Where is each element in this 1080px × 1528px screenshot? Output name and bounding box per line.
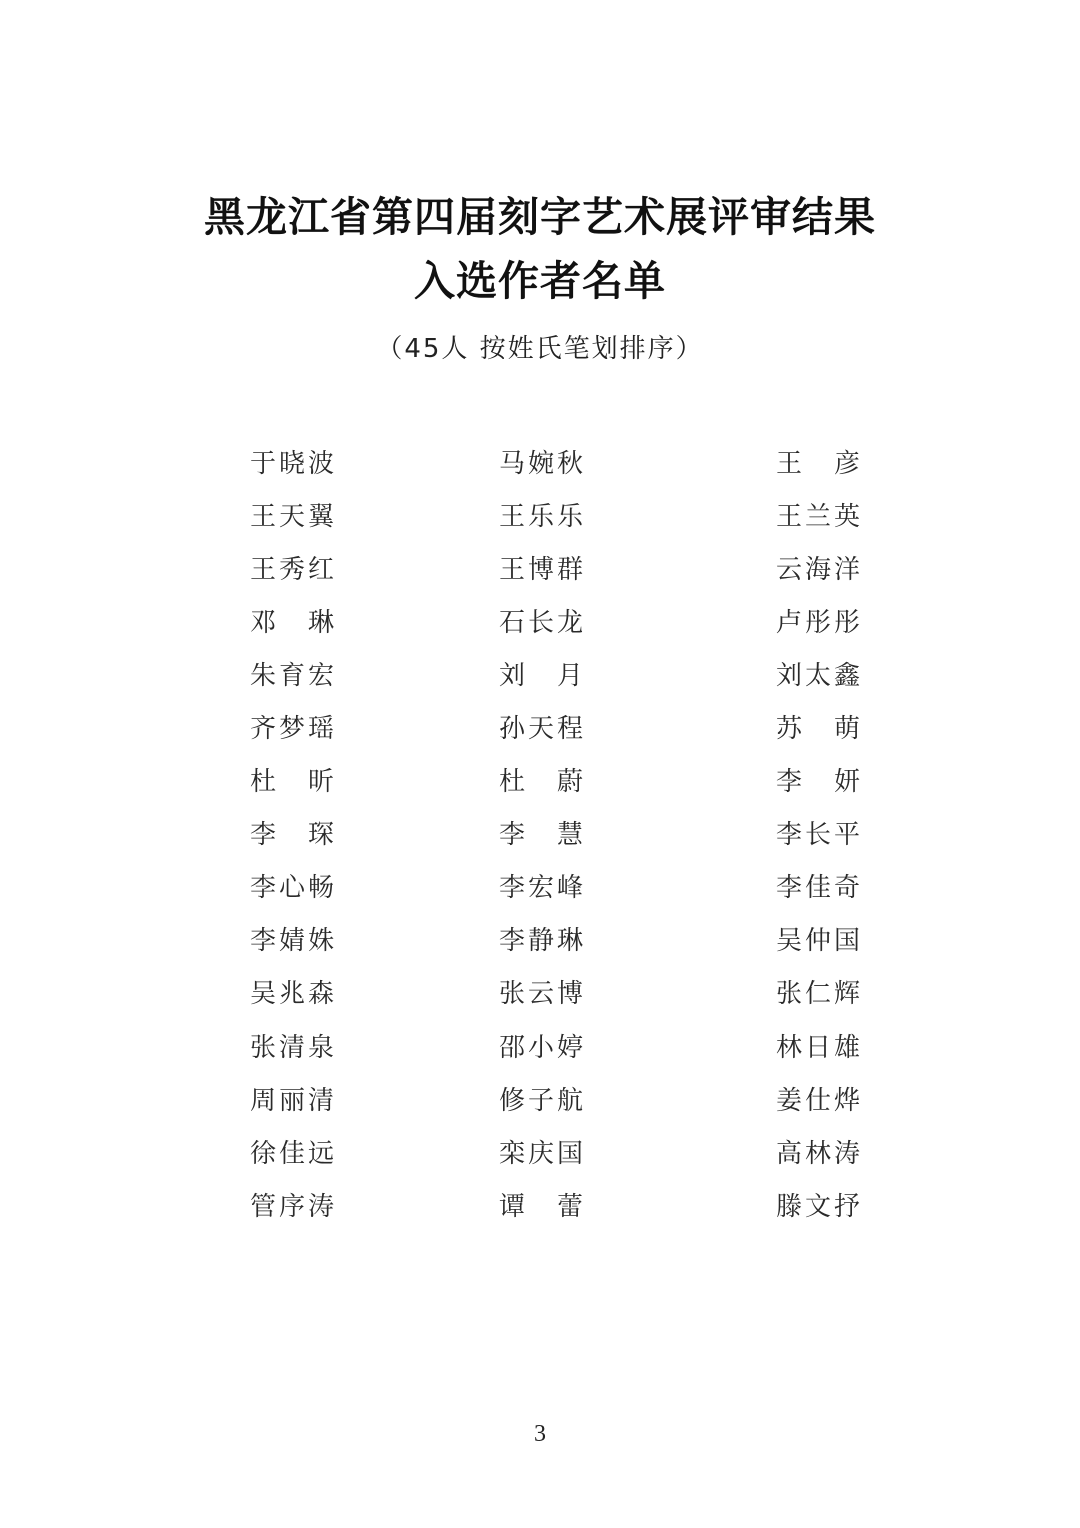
author-name: 杜 昕 xyxy=(250,767,334,798)
author-name: 卢 彤 彤 xyxy=(776,607,860,638)
author-name: 刘 太 鑫 xyxy=(776,660,860,691)
author-name: 修 子 航 xyxy=(499,1085,583,1116)
author-name: 杜 蔚 xyxy=(499,767,583,798)
author-name: 刘 月 xyxy=(499,660,583,691)
author-name: 李 琛 xyxy=(250,820,334,851)
author-name: 李 婧 姝 xyxy=(250,926,334,957)
author-name: 管 序 涛 xyxy=(250,1191,334,1222)
name-row xyxy=(0,596,1080,649)
author-name: 李 佳 奇 xyxy=(776,873,860,904)
name-row xyxy=(0,437,1080,490)
author-name: 李 妍 xyxy=(776,767,860,798)
name-row xyxy=(0,543,1080,596)
author-name: 栾 庆 国 xyxy=(499,1138,583,1169)
author-name: 朱 育 宏 xyxy=(250,660,334,691)
author-name: 王 天 翼 xyxy=(250,501,334,532)
name-row xyxy=(0,1180,1080,1233)
author-name: 李 慧 xyxy=(499,820,583,851)
author-name: 李 心 畅 xyxy=(250,873,334,904)
author-name: 滕 文 抒 xyxy=(776,1191,860,1222)
author-name: 于 晓 波 xyxy=(250,448,334,479)
author-name: 苏 萌 xyxy=(776,713,860,744)
name-row xyxy=(0,968,1080,1021)
author-name: 张 仁 辉 xyxy=(776,979,860,1010)
name-row xyxy=(0,1127,1080,1180)
name-row xyxy=(0,649,1080,702)
author-name: 吴 仲 国 xyxy=(776,926,860,957)
author-name: 徐 佳 远 xyxy=(250,1138,334,1169)
page-number: 3 xyxy=(534,1421,546,1447)
author-name: 谭 蕾 xyxy=(499,1191,583,1222)
author-name: 张 清 泉 xyxy=(250,1032,334,1063)
page-title: 黑龙江省第四届刻字艺术展评审结果 xyxy=(204,193,876,241)
name-row xyxy=(0,809,1080,862)
author-name: 齐 梦 瑶 xyxy=(250,713,334,744)
author-name: 李 长 平 xyxy=(776,820,860,851)
author-name: 周 丽 清 xyxy=(250,1085,334,1116)
author-name: 石 长 龙 xyxy=(499,607,583,638)
author-name: 张 云 博 xyxy=(499,979,583,1010)
author-name: 云 海 洋 xyxy=(776,554,860,585)
name-row xyxy=(0,490,1080,543)
author-name: 姜 仕 烨 xyxy=(776,1085,860,1116)
name-list xyxy=(0,437,1080,1233)
name-row xyxy=(0,862,1080,915)
name-row xyxy=(0,1021,1080,1074)
name-row xyxy=(0,915,1080,968)
author-name: 马 婉 秋 xyxy=(499,448,583,479)
name-row xyxy=(0,1074,1080,1127)
author-name: 王 彦 xyxy=(776,448,860,479)
author-name: 吴 兆 森 xyxy=(250,979,334,1010)
author-name: 王 秀 红 xyxy=(250,554,334,585)
author-name: 邵 小 婷 xyxy=(499,1032,583,1063)
name-row xyxy=(0,756,1080,809)
name-row xyxy=(0,702,1080,755)
author-name: 林 日 雄 xyxy=(776,1032,860,1063)
author-name: 李 静 琳 xyxy=(499,926,583,957)
author-name: 孙 天 程 xyxy=(499,713,583,744)
author-name: 高 林 涛 xyxy=(776,1138,860,1169)
author-name: 王 乐 乐 xyxy=(499,501,583,532)
author-name: 王 博 群 xyxy=(499,554,583,585)
page-subtitle-heading: 入选作者名单 xyxy=(414,257,666,305)
author-name: 邓 琳 xyxy=(250,607,334,638)
author-name: 李 宏 峰 xyxy=(499,873,583,904)
author-name: 王 兰 英 xyxy=(776,501,860,532)
sort-note: （45人 按姓氏笔划排序） xyxy=(376,334,704,364)
